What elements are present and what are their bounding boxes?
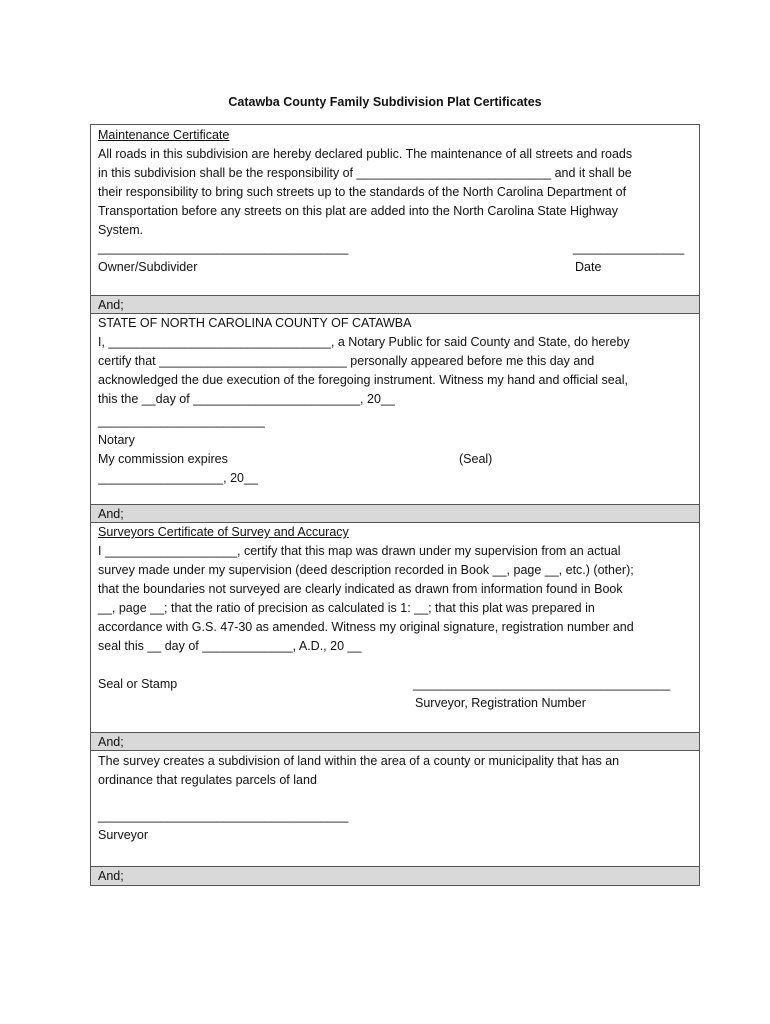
notary-signature-line[interactable]: ________________________ (98, 414, 265, 428)
ordinance-signature-line[interactable]: ____________________________________ (98, 809, 349, 823)
ordinance-body-line: The survey creates a subdivision of land within the area of a county or municipality that has an (98, 754, 620, 768)
surveyor-heading: Surveyors Certificate of Survey and Accuracy (98, 525, 349, 539)
notary-body-line: I, ________________________________, a Notary Public for said County and State, do hereby (98, 335, 630, 349)
surveyor-body-line: that the boundaries not surveyed are clearly indicated as drawn from information found in Book (98, 582, 623, 596)
notary-body-line: certify that ___________________________ personally appeared before me this day and (98, 354, 595, 368)
owner-subdivider-label: Owner/Subdivider (98, 260, 198, 274)
and-band: And; (91, 504, 699, 523)
document-title: Catawba County Family Subdivision Plat Certificates (228, 95, 542, 109)
date-signature-line[interactable]: ________________ (573, 241, 685, 255)
ordinance-section (91, 751, 699, 866)
surveyor-certificate-section (91, 523, 699, 732)
notary-body-line: this the __day of ________________________, 20__ (98, 392, 395, 406)
notary-body-line: acknowledged the due execution of the foregoing instrument. Witness my hand and official seal, (98, 373, 628, 387)
surveyor-body-line: seal this __ day of _____________, A.D., 20 __ (98, 639, 362, 653)
notary-section (91, 314, 699, 504)
and-band: And; (91, 732, 699, 751)
commission-expires-line[interactable]: __________________, 20__ (98, 471, 258, 485)
maintenance-body-line: their responsibility to bring such streets up to the standards of the North Carolina Department of (98, 185, 627, 199)
and-band: And; (91, 295, 699, 314)
maintenance-body-line: System. (98, 223, 144, 237)
notary-label: Notary (98, 433, 135, 447)
owner-signature-line[interactable]: ____________________________________ (98, 241, 349, 255)
surveyor-body-line: I ___________________, certify that this map was drawn under my supervision from an actual (98, 544, 621, 558)
date-label: Date (575, 260, 602, 274)
ordinance-body-line: ordinance that regulates parcels of land (98, 773, 317, 787)
maintenance-certificate-section (91, 125, 699, 295)
maintenance-body-line: Transportation before any streets on this plat are added into the North Carolina State Highway (98, 204, 618, 218)
surveyor-body-line: survey made under my supervision (deed description recorded in Book __, page __, etc.) (other); (98, 563, 634, 577)
surveyor-registration-label: Surveyor, Registration Number (415, 696, 586, 710)
seal-or-stamp-label: Seal or Stamp (98, 677, 178, 691)
commission-expires-label: My commission expires (98, 452, 228, 466)
and-band: And; (91, 866, 699, 885)
certificate-form (90, 124, 700, 886)
ordinance-surveyor-label: Surveyor (98, 828, 149, 842)
seal-label: (Seal) (459, 452, 493, 466)
surveyor-body-line: accordance with G.S. 47-30 as amended. Witness my original signature, registration number and (98, 620, 634, 634)
surveyor-signature-line[interactable]: _____________________________________ (413, 677, 671, 691)
surveyor-body-line: __, page __; that the ratio of precision as calculated is 1: __; that this plat was prepared in (98, 601, 595, 615)
notary-heading: STATE OF NORTH CAROLINA COUNTY OF CATAWBA (98, 316, 412, 330)
maintenance-heading: Maintenance Certificate (98, 128, 230, 142)
maintenance-body-line: All roads in this subdivision are hereby declared public. The maintenance of all streets and roads (98, 147, 633, 161)
maintenance-body-line: in this subdivision shall be the responsibility of ____________________________ and it shall be (98, 166, 632, 180)
